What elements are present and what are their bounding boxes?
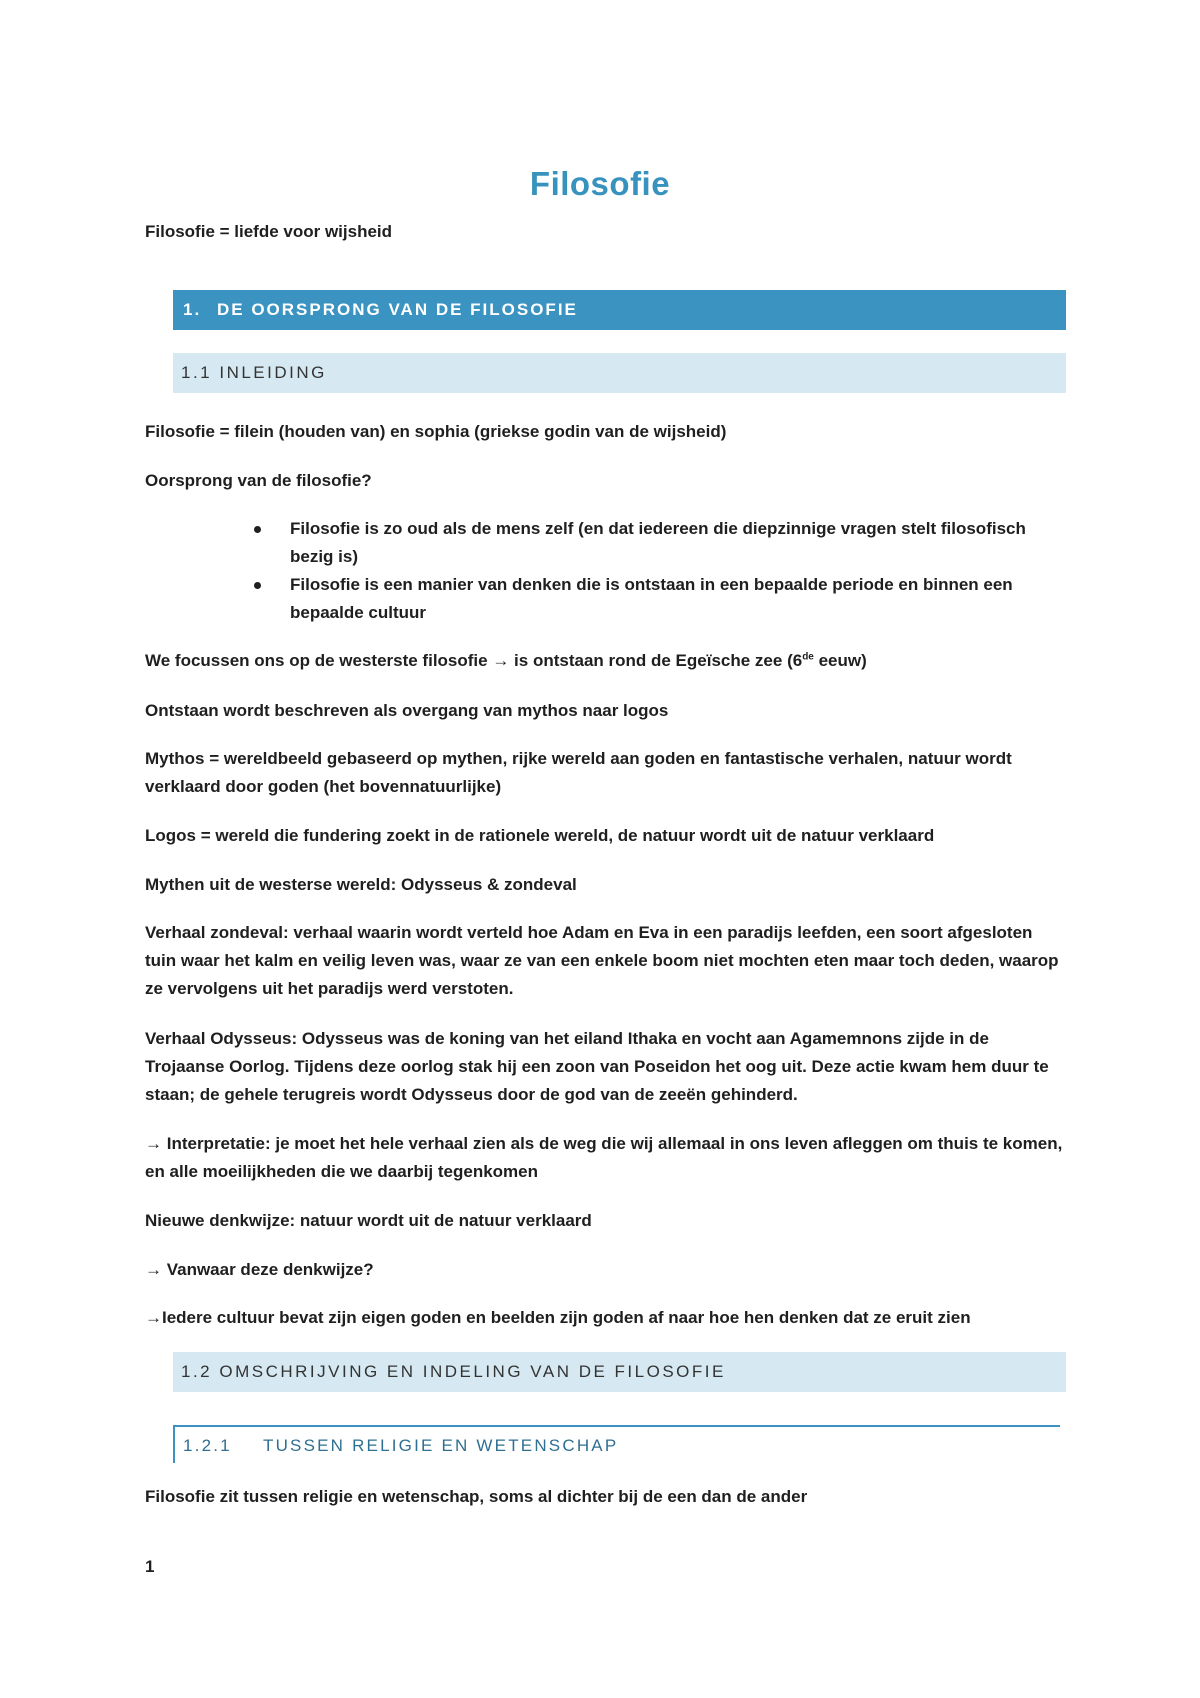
heading-number: 1. [183,300,202,319]
paragraph-tussen: Filosofie zit tussen religie en wetenschap, soms al dichter bij de een dan de ander [145,1487,808,1506]
bullet-icon [254,582,261,589]
heading-1-2-1-religie-wetenschap [173,1425,1060,1463]
definition-paragraph: Filosofie = liefde voor wijsheid [145,222,393,241]
heading-1-1-inleiding: 1.1 INLEIDING [173,353,1066,393]
paragraph-ontstaan: Ontstaan wordt beschreven als overgang van mythos naar logos [145,701,669,720]
bullet-icon [254,526,261,533]
paragraph-nieuwe-denkwijze: Nieuwe denkwijze: natuur wordt uit de natuur verklaard [145,1211,592,1230]
paragraph-odysseus: Verhaal Odysseus: Odysseus was de koning van het eiland Ithaka en vocht aan Agamemnons zijde in de Trojaanse Oorlog. Tijdens deze oorlog stak hij een zoon van Poseidon het oog uit. Deze actie kwam hem duur te staan; de gehele terugreis wordt Odysseus door de god van de zeeën gehinderd. [145,1029,1049,1104]
heading-1-oorsprong [173,290,1066,330]
heading-number: 1.2.1 [183,1436,232,1455]
paragraph-mythos: Mythos = wereldbeeld gebaseerd op mythen, rijke wereld aan goden en fantastische verhalen, natuur wordt verklaard door goden (het bovennatuurlijke) [145,749,1012,796]
list-item: Filosofie is een manier van denken die is ontstaan in een bepaalde periode en binnen een bepaalde cultuur [247,571,1067,627]
paragraph-oorsprong: Oorsprong van de filosofie? [145,471,372,490]
paragraph-logos: Logos = wereld die fundering zoekt in de rationele wereld, de natuur wordt uit de natuur verklaard [145,826,935,845]
paragraph-vanwaar: → Vanwaar deze denkwijze? [145,1260,374,1279]
bullet-list [247,515,1067,627]
heading-label: TUSSEN RELIGIE EN WETENSCHAP [263,1436,619,1455]
paragraph-zondeval: Verhaal zondeval: verhaal waarin wordt verteld hoe Adam en Eva in een paradijs leefden, een soort afgesloten tuin waar het kalm en veilig leven was, waar ze van een enkele boom niet mochten eten maar toch deden, waarop ze vervolgens uit het paradijs werd verstoten. [145,923,1059,998]
heading-1-2-omschrijving: 1.2 OMSCHRIJVING EN INDELING VAN DE FILOSOFIE [173,1352,1066,1392]
document-title: Filosofie [529,165,671,202]
paragraph-iedere-cultuur: →Iedere cultuur bevat zijn eigen goden en beelden zijn goden af naar hoe hen denken dat ze eruit zien [145,1308,971,1327]
paragraph-interpretatie: → Interpretatie: je moet het hele verhaal zien als de weg die wij allemaal in ons leven afleggen om thuis te komen, en alle moeilijkheden die we daarbij tegenkomen [145,1134,1063,1181]
paragraph-filein: Filosofie = filein (houden van) en sophia (griekse godin van de wijsheid) [145,422,727,441]
paragraph-mythen: Mythen uit de westerse wereld: Odysseus & zondeval [145,875,577,894]
list-item: Filosofie is zo oud als de mens zelf (en dat iedereen die diepzinnige vragen stelt filosofisch bezig is) [247,515,1067,571]
page-number: 1 [145,1557,155,1576]
paragraph-westerse: We focussen ons op de westerste filosofie → is ontstaan rond de Egeïsche zee (6de eeuw) [145,651,867,670]
heading-label: DE OORSPRONG VAN DE FILOSOFIE [217,300,578,319]
